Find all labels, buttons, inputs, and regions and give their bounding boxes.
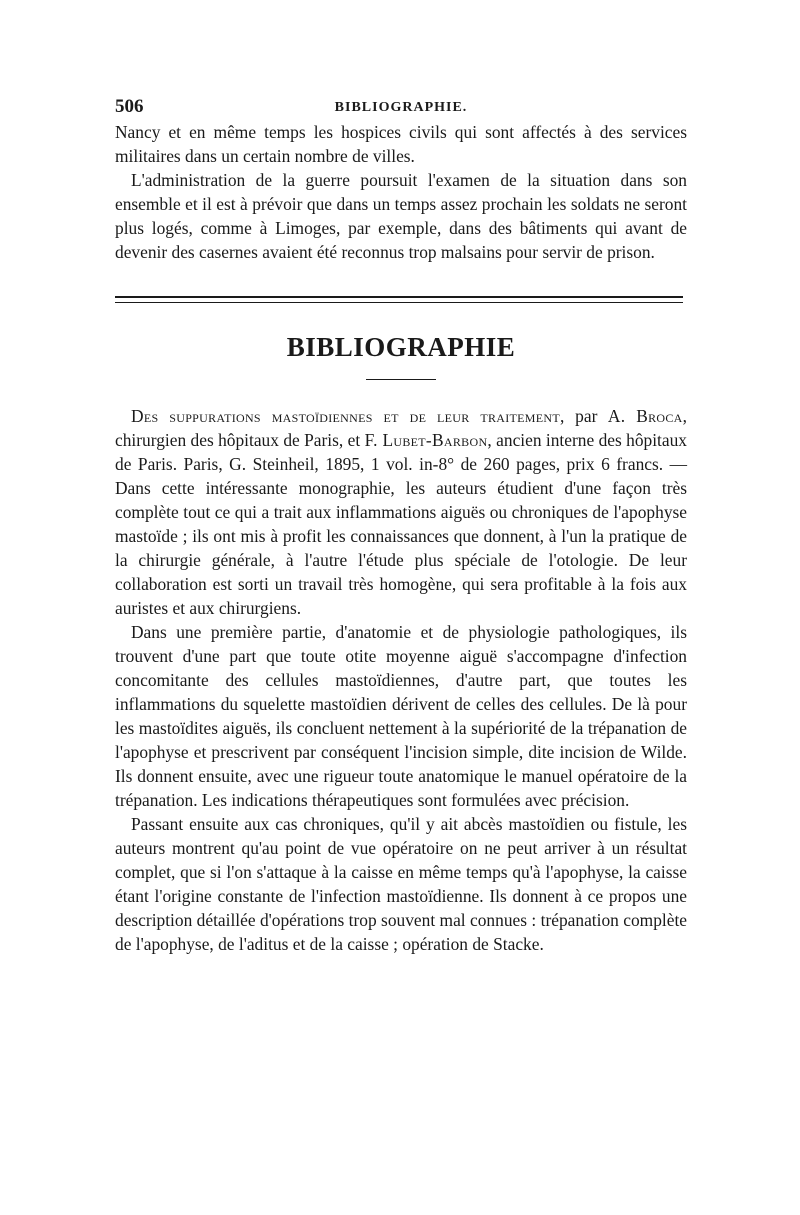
entry-text-1: , chirurgien des hôpitaux de Paris, et <box>115 406 688 450</box>
review-paragraph-chronic: Passant ensuite aux cas chroniques, qu'il y ait abcès mastoïdien ou fistule, les auteurs montrent qu'au point de vue opératoire on ne peut arriver à un résultat complet, que si l'on s'attaque à la caisse en même temps qu'à l'apophyse, la caisse étant l'origine constante de l'infection mastoïdienne. Ils donnent à ce propos une description détaillée d'opérations trop souvent mal connues : trépanation complète de l'apophyse, de l'aditus et de la caisse ; opération de Stacke. <box>115 814 687 954</box>
divider-thin-rule <box>115 302 683 303</box>
review-paragraph-acute: Dans une première partie, d'anatomie et de physiologie pathologiques, ils trouvent d'une part que toute otite moyenne aiguë s'accompagne d'infection concomitante des cellules mastoïdiennes, d'autre part, que toutes les inflammations du squelette mastoïdien dérivent de celles des cellules. De là pour les mastoïdites aiguës, ils concluent nettement à la supériorité de la trépanation de l'apophyse et prescrivent par conséquent l'incision simple, dite incision de Wilde. Ils donnent ensuite, avec une rigueur toute anatomique le manuel opératoire de la trépanation. Les indications thérapeutiques sont formulées avec précision. <box>115 622 687 810</box>
entry-text-2: , ancien interne des hôpitaux de Paris. Paris, G. Steinheil, 1895, 1 vol. in-8° de 260 pages, prix 6 francs. — Dans cette intéressante monographie, les auteurs étudient d'une façon très complète tout ce qui a trait aux inflammations aiguës ou chroniques de l'apophyse mastoïde ; ils ont mis à profit les connaissances que donnent, à l'un la pratique de la chirurgie générale, à l'autre l'étude plus spéciale de l'otologie. De leur collaboration est sorti un travail très homogène, qui sera profitable à la fois aux auristes et aux chirurgiens. <box>115 430 687 618</box>
by-word: par <box>564 406 608 426</box>
running-title: BIBLIOGRAPHIE. <box>334 100 468 115</box>
running-head <box>115 96 687 120</box>
section-divider <box>115 296 683 303</box>
administration-paragraph: L'administration de la guerre poursuit l'examen de la situation dans son ensemble et il est à prévoir que dans un temps assez prochain les soldats ne seront plus logés, comme à Limoges, par exemple, dans des bâtiments qui avant de devenir des casernes avaient été reconnus trop malsains pour servir de prison. <box>115 170 687 262</box>
work-title: Des suppurations mastoïdiennes et de leur traitement, <box>131 406 565 426</box>
bibliography-entry <box>115 404 687 620</box>
title-underline-rule <box>366 379 436 380</box>
author-broca: A. Broca <box>607 406 683 426</box>
author-lubet-barbon: F. Lubet-Barbon <box>364 430 488 450</box>
book-page <box>115 96 687 956</box>
page-number: 506 <box>115 96 144 117</box>
continued-paragraph: Nancy et en même temps les hospices civils qui sont affectés à des services militaires dans un certain nombre de villes. <box>115 122 687 166</box>
divider-thick-rule <box>115 296 683 298</box>
section-title: BIBLIOGRAPHIE <box>286 332 516 362</box>
